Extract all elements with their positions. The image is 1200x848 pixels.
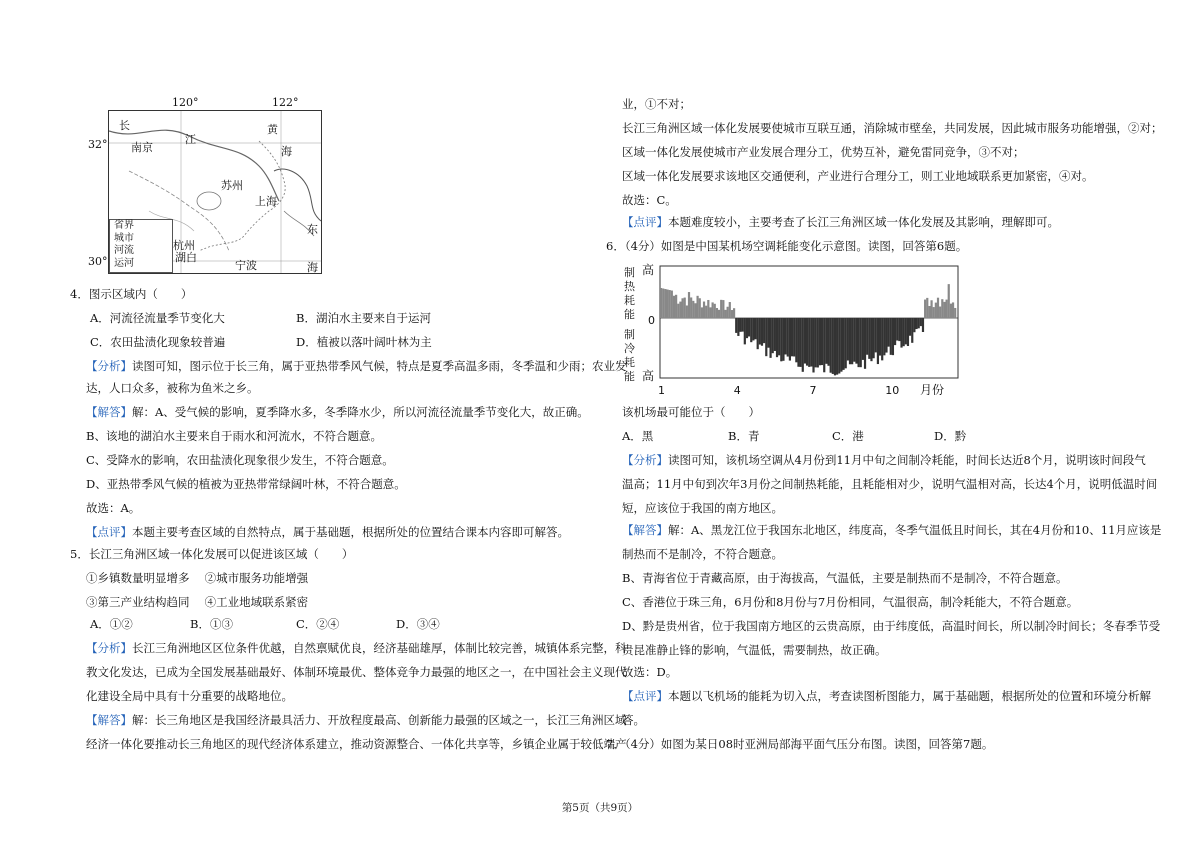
cooling-bar (883, 318, 885, 355)
heating-bar (924, 300, 926, 318)
cooling-bar (819, 318, 821, 365)
q6-comment-cont: 答。 (622, 713, 645, 727)
cooling-bar (815, 318, 817, 367)
cooling-bar (832, 318, 834, 374)
heating-bar (720, 300, 722, 318)
q6-answer-b: B、青海省位于青藏高原，由于海拔高，气温低，主要是制热而不是制冷，不符合题意。 (622, 571, 1068, 585)
heating-bar (954, 308, 956, 318)
q4-comment (86, 524, 569, 540)
comment-text: 本题难度较小，主要考查了长江三角洲区域一体化发展及其影响，理解即可。 (668, 215, 1059, 229)
cooling-bar (774, 318, 776, 351)
heating-bar (673, 296, 675, 318)
q4-answer-b: B、该地的湖泊水主要来自于雨水和河流水，不符合题意。 (86, 429, 382, 443)
heating-bar (666, 290, 668, 318)
answer-tag: 【解答】 (622, 523, 668, 537)
x-unit-label: 月份 (920, 383, 945, 397)
heating-bar (729, 302, 731, 318)
heating-bar (731, 310, 733, 318)
q4-option-a: A．河流径流量季节变化大 (90, 311, 225, 325)
ylabel-bottom-char: 制 (624, 328, 635, 341)
heating-bar (722, 300, 724, 318)
ylabel-bottom-char: 能 (624, 370, 635, 383)
cooling-bar (817, 318, 819, 367)
q5-answer-cont: 经济一体化要推动长三角地区的现代经济体系建立，推动资源整合、一体化共享等，乡镇企业属于较低端产 (86, 737, 627, 751)
cooling-bar (739, 318, 741, 332)
heating-bar (677, 304, 679, 318)
cooling-bar (791, 318, 793, 356)
comment-text: 本题以飞机场的能耗为切入点，考查读图析图能力，属于基础题，根据所处的位置和环境分析解 (668, 689, 1151, 703)
q5-analysis-cont: 教文化发达，已成为全国发展基础最好、体制环境最优、整体竞争力最强的地区之一，在中国社会主义现代 (86, 665, 627, 679)
cooling-bar (735, 318, 737, 333)
answer-tag: 【解答】 (86, 713, 132, 727)
cooling-bar (785, 318, 787, 354)
heating-bar (696, 296, 698, 318)
yangtze-delta-map (108, 110, 322, 274)
place-label: 南京 (131, 141, 153, 154)
place-label: 上海 (255, 195, 277, 208)
q7-stem: 7．（4分）如图为某日08时亚洲局部海平面气压分布图。读图，回答第7题。 (606, 737, 994, 751)
cooling-bar (875, 318, 877, 352)
page-footer: 第5页（共9页） (561, 802, 639, 814)
heating-bar (930, 300, 932, 318)
q5-answer-cont: 区域一体化发展要求该地区交通便利，产业进行合理分工，则工业地域联系更加紧密，④对。 (622, 169, 1094, 183)
heating-bar (935, 303, 937, 318)
cooling-bar (885, 318, 887, 353)
q4-answer (86, 404, 589, 420)
heating-bar (941, 299, 943, 318)
cooling-bar (855, 318, 857, 364)
lon-label: 120° (172, 96, 199, 109)
analysis-tag: 【分析】 (86, 359, 132, 373)
cooling-bar (823, 318, 825, 372)
cooling-bar (742, 318, 744, 332)
cooling-bar (748, 318, 750, 336)
q6-comment (622, 688, 1151, 704)
cooling-bar (789, 318, 791, 361)
heating-bar (660, 288, 662, 318)
cooling-bar (900, 318, 902, 348)
cooling-bar (812, 318, 814, 372)
heating-bar (705, 306, 707, 318)
lat-label: 30° (88, 255, 108, 268)
q4-answer-c: C、受降水的影响，农田盐渍化现象很少发生，不符合题意。 (86, 453, 394, 467)
cooling-bar (761, 318, 763, 346)
cooling-bar (860, 318, 862, 367)
ylabel-bottom-char: 冷 (624, 342, 635, 355)
answer-text: 解：A、黑龙江位于我国东北地区，纬度高，冬季气温低且时间长，其在4月份和10、11月应该是 (668, 523, 1162, 537)
q6-answer-cont: 制热而不是制冷，不符合题意。 (622, 547, 783, 561)
heating-bar (939, 307, 941, 318)
heating-bar (669, 290, 671, 318)
heating-bar (699, 298, 701, 318)
heating-bar (675, 295, 677, 318)
cooling-bar (866, 318, 868, 355)
cooling-bar (782, 318, 784, 361)
cooling-bar (853, 318, 855, 362)
q6-option-c: C．港 (832, 429, 864, 443)
cooling-bar (827, 318, 829, 366)
cooling-bar (888, 318, 890, 347)
cooling-bar (765, 318, 767, 356)
q4-option-b: B．湖泊水主要来自于运河 (296, 311, 431, 325)
heating-bar (688, 292, 690, 318)
cooling-bar (842, 318, 844, 370)
analysis-text: 读图可知，该机场空调从4月份到11月中旬之间制冷耗能，时间长达近8个月，说明该时间段气 (668, 453, 1146, 467)
energy-chart (620, 262, 960, 398)
cooling-bar (834, 318, 836, 375)
heating-bar (701, 307, 703, 318)
q4-choice: 故选：A。 (86, 501, 141, 515)
cooling-bar (806, 318, 808, 366)
q4-answer-d: D、亚热带季风气候的植被为亚热带常绿阔叶林，不符合题意。 (86, 477, 406, 491)
cooling-bar (879, 318, 881, 356)
legend-item: 省界 (114, 220, 134, 231)
cooling-bar (810, 318, 812, 367)
cooling-bar (800, 318, 802, 367)
cooling-bar (903, 318, 905, 346)
cooling-bar (890, 318, 892, 355)
y-zero-label: 0 (648, 314, 655, 327)
cooling-bar (868, 318, 870, 359)
cooling-bar (857, 318, 859, 367)
cooling-bar (873, 318, 875, 358)
x-tick-label: 7 (809, 384, 817, 397)
q5-option-a: A．①② (90, 617, 133, 631)
cooling-bar (744, 318, 746, 344)
cooling-bar (898, 318, 900, 341)
cooling-bar (780, 318, 782, 361)
q4-option-c: C．农田盐渍化现象较普遍 (90, 335, 226, 349)
q5-answer-cont: 长江三角洲区域一体化发展要使城市互联互通，消除城市壁垒，共同发展，因此城市服务功能增强，②对； (622, 121, 1163, 135)
map-legend (109, 219, 173, 273)
heating-bar (724, 310, 726, 318)
cooling-bar (757, 318, 759, 349)
cooling-bar (778, 318, 780, 355)
cooling-bar (918, 318, 920, 328)
heating-bar (716, 308, 718, 318)
y-low-label: 高 (642, 369, 655, 383)
cooling-bar (802, 318, 804, 372)
cooling-bar (772, 318, 774, 353)
place-label: 海 (307, 261, 318, 274)
q6-answer-d: D、黔是贵州省，位于我国南方地区的云贵高原，由于纬度低，高温时间长，所以制冷时间长；冬春季节受 (622, 619, 1161, 633)
heating-bar (679, 302, 681, 318)
q6-analysis (622, 452, 1146, 468)
analysis-tag: 【分析】 (622, 453, 668, 467)
heating-bar (948, 284, 950, 318)
q5-analysis-cont: 化建设全局中具有十分重要的战略地位。 (86, 689, 293, 703)
q6-option-d: D．黔 (934, 429, 967, 443)
cooling-bar (920, 318, 922, 326)
q6-choice: 故选：D。 (622, 665, 678, 679)
place-label: 海 (281, 145, 292, 158)
cooling-bar (759, 318, 761, 345)
x-tick-label: 10 (885, 384, 900, 397)
heating-bar (928, 306, 930, 318)
q5-option-c: C．②④ (296, 617, 340, 631)
q6-question: 该机场最可能位于（ ） (622, 405, 760, 419)
place-label: 苏州 (221, 179, 243, 192)
ylabel-top-char: 热 (624, 280, 635, 293)
cooling-bar (915, 318, 917, 329)
cooling-bar (769, 318, 771, 358)
ylabel-top-char: 制 (624, 266, 635, 279)
q6-option-a: A．黑 (622, 429, 654, 443)
answer-text: 解：长三角地区是我国经济最具活力、开放程度最高、创新能力最强的区域之一，长江三角洲区域 (132, 713, 627, 727)
cooling-bar (864, 318, 866, 369)
heating-bar (945, 300, 947, 318)
energy-chart-svg (620, 262, 960, 398)
q5-option-d: D．③④ (396, 617, 440, 631)
cooling-bar (830, 318, 832, 373)
heating-bar (926, 298, 928, 318)
q5-items-1: ①乡镇数量明显增多 ②城市服务功能增强 (86, 571, 309, 585)
cooling-bar (795, 318, 797, 362)
cooling-bar (737, 318, 739, 336)
cooling-bar (821, 318, 823, 365)
cooling-bar (840, 318, 842, 372)
cooling-bar (896, 318, 898, 341)
place-label: 宁波 (235, 259, 257, 272)
comment-tag: 【点评】 (622, 689, 668, 703)
cooling-bar (825, 318, 827, 364)
heating-bar (712, 302, 714, 318)
cooling-bar (907, 318, 909, 346)
cooling-bar (870, 318, 872, 361)
q5-stem: 5．长江三角洲区域一体化发展可以促进该区域（ ） (70, 547, 354, 561)
ylabel-top-char: 能 (624, 308, 635, 321)
heating-bar (707, 300, 709, 318)
q4-option-d: D．植被以落叶阔叶林为主 (296, 335, 432, 349)
heating-bar (671, 291, 673, 318)
legend-item: 河流 (114, 245, 134, 256)
q5-choice: 故选：C。 (622, 193, 677, 207)
q5-answer (86, 712, 627, 728)
cooling-bar (881, 318, 883, 360)
q6-analysis-cont: 温高；11月中旬到次年3月份之间制热耗能，且耗能相对少，说明气温相对高，长达4个月，说明低温时间 (622, 477, 1158, 491)
cooling-bar (776, 318, 778, 357)
cooling-bar (862, 318, 864, 360)
heating-bar (662, 289, 664, 318)
cooling-bar (892, 318, 894, 355)
cooling-bar (746, 318, 748, 338)
q6-stem: 6．（4分）如图是中国某机场空调耗能变化示意图。读图，回答第6题。 (606, 239, 968, 253)
place-label: 湖白 (175, 251, 197, 264)
comment-tag: 【点评】 (622, 215, 668, 229)
analysis-text: 长江三角洲地区区位条件优越，自然禀赋优良，经济基础雄厚，体制比较完善，城镇体系完整，科 (132, 641, 627, 655)
cooling-bar (793, 318, 795, 356)
heating-bar (694, 303, 696, 318)
cooling-bar (913, 318, 915, 332)
heating-bar (684, 298, 686, 318)
ylabel-top-char: 耗 (624, 294, 635, 307)
q5-answer-cont: 业，①不对； (622, 97, 691, 111)
q6-analysis-cont: 短，应该位于我国的南方地区。 (622, 501, 783, 515)
cooling-bar (905, 318, 907, 344)
cooling-bar (849, 318, 851, 364)
y-high-label: 高 (642, 263, 655, 277)
heating-bar (733, 308, 735, 318)
legend-item: 运河 (114, 257, 134, 269)
cooling-bar (909, 318, 911, 336)
cooling-bar (752, 318, 754, 340)
cooling-bar (754, 318, 756, 339)
q6-option-b: B．青 (728, 429, 760, 443)
q6-answer-c: C、香港位于珠三角，6月份和8月份与7月份相同，气温很高，制冷耗能大，不符合题意。 (622, 595, 1079, 609)
heating-bar (933, 307, 935, 318)
heating-bar (943, 302, 945, 318)
heating-bar (690, 297, 692, 318)
heating-bar (718, 310, 720, 318)
answer-text: 解：A、受气候的影响，夏季降水多，冬季降水少，所以河流径流量季节变化大，故正确。 (132, 405, 589, 419)
cooling-bar (911, 318, 913, 343)
heating-bar (686, 305, 688, 318)
heating-bar (703, 302, 705, 318)
q4-analysis-cont: 达，人口众多，被称为鱼米之乡。 (86, 381, 259, 395)
heating-bar (709, 307, 711, 318)
q6-answer (622, 522, 1161, 538)
cooling-bar (797, 318, 799, 367)
q5-answer-cont: 区域一体化发展使城市产业发展合理分工，优势互补，避免雷同竞争，③不对； (622, 145, 1025, 159)
cooling-bar (808, 318, 810, 367)
q4-stem: 4．图示区域内（ ） (70, 287, 193, 301)
cooling-bar (922, 318, 924, 332)
heating-bar (681, 298, 683, 318)
cooling-bar (847, 318, 849, 361)
place-label: 黄 (267, 123, 278, 136)
heating-bar (664, 289, 666, 318)
cooling-bar (767, 318, 769, 348)
ylabel-bottom-char: 耗 (624, 356, 635, 369)
cooling-bar (763, 318, 765, 343)
heating-bar (950, 304, 952, 318)
place-label: 东 (307, 223, 318, 236)
heating-bar (692, 301, 694, 318)
cooling-bar (894, 318, 896, 345)
cooling-bar (787, 318, 789, 357)
lon-label: 122° (272, 96, 299, 109)
q6-answer-d-cont: 贵昆准静止锋的影响，气温低，需要制热，故正确。 (622, 643, 887, 657)
heating-bar (952, 302, 954, 318)
q4-analysis (86, 358, 627, 374)
cooling-bar (838, 318, 840, 374)
cooling-bar (750, 318, 752, 342)
place-label: 长 (119, 119, 130, 132)
place-label: 江 (185, 133, 196, 146)
x-tick-label: 1 (658, 384, 665, 397)
lat-label: 32° (88, 138, 108, 151)
answer-tag: 【解答】 (86, 405, 132, 419)
cooling-bar (804, 318, 806, 364)
q5-comment (622, 214, 1059, 230)
q5-option-b: B．①③ (190, 617, 233, 631)
analysis-tag: 【分析】 (86, 641, 132, 655)
cooling-bar (836, 318, 838, 375)
cooling-bar (851, 318, 853, 364)
heating-bar (727, 307, 729, 318)
cooling-bar (845, 318, 847, 368)
x-tick-label: 4 (733, 384, 741, 397)
heating-bar (714, 304, 716, 318)
place-label: 杭州 (173, 239, 195, 252)
analysis-text: 读图可知，图示位于长三角，属于亚热带季风气候，特点是夏季高温多雨，冬季温和少雨；农业发 (132, 359, 627, 373)
legend-item: 城市 (114, 232, 134, 244)
q5-analysis (86, 640, 627, 656)
cooling-bar (877, 318, 879, 364)
comment-text: 本题主要考查区域的自然特点，属于基础题，根据所处的位置结合课本内容即可解答。 (132, 525, 569, 539)
heating-bar (937, 298, 939, 318)
comment-tag: 【点评】 (86, 525, 132, 539)
q5-items-2: ③第三产业结构趋同 ④工业地域联系紧密 (86, 595, 309, 609)
